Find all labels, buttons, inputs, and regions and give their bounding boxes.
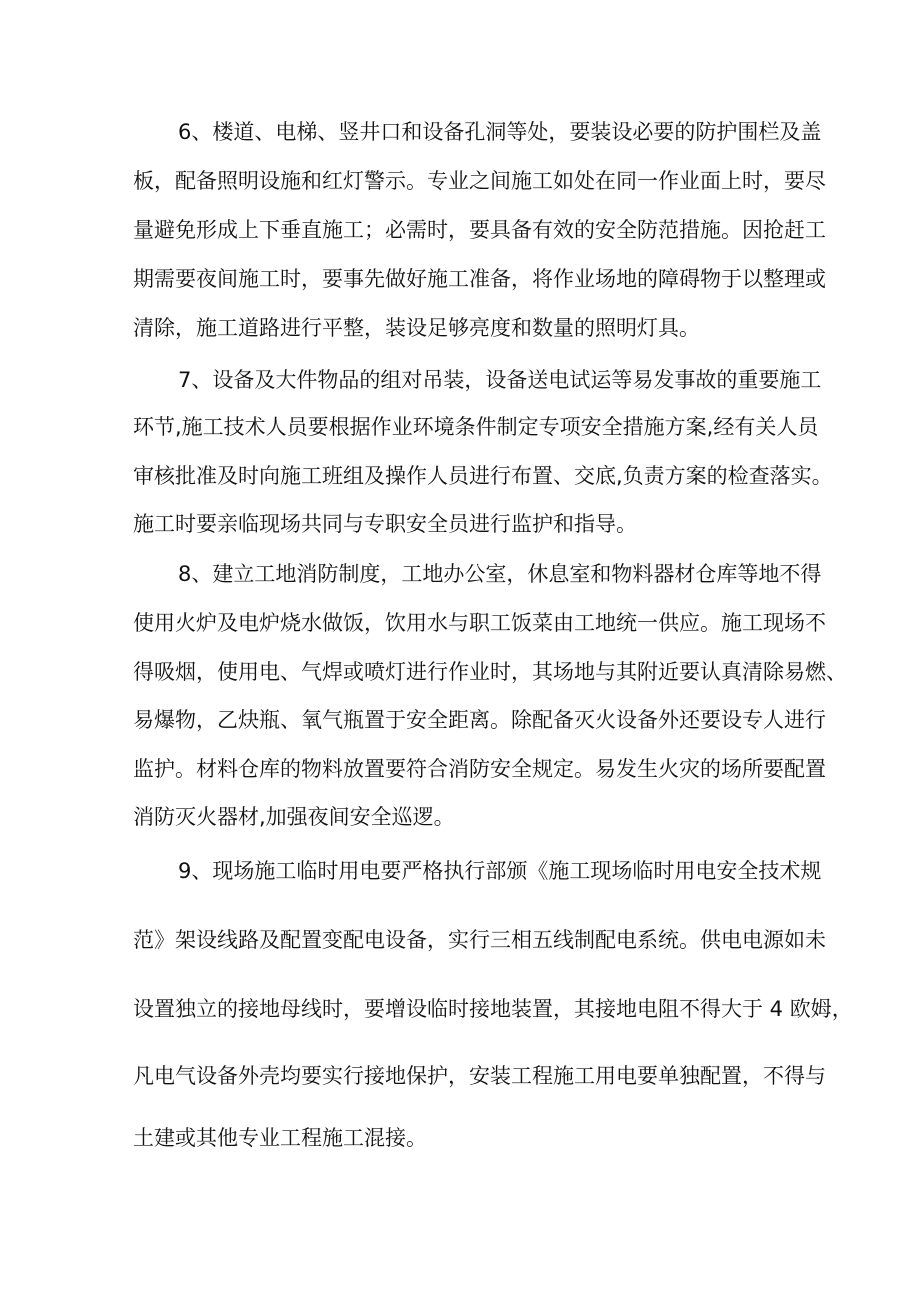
paragraph-line: 易爆物，乙炔瓶、氧气瓶置于安全距离。除配备灭火设备外还要设专人进行 <box>133 708 826 732</box>
paragraph-line: 使用火炉及电炉烧水做饭，饮用水与职工饭菜由工地统一供应。施工现场不 <box>133 611 826 635</box>
paragraph-line: 审核批准及时向施工班组及操作人员进行布置、交底,负责方案的检查落实。 <box>133 464 833 488</box>
paragraph-line: 凡电气设备外壳均要实行接地保护，安装工程施工用电要单独配置，不得与 <box>133 1064 826 1088</box>
paragraph-line: 设置独立的接地母线时，要增设临时接地装置，其接地电阻不得大于 4 欧姆， <box>133 997 853 1021</box>
paragraph-line: 板，配备照明设施和红灯警示。专业之间施工如处在同一作业面上时，要尽 <box>133 169 826 193</box>
paragraph-line: 得吸烟，使用电、气焊或喷灯进行作业时，其场地与其附近要认真清除易燃、 <box>133 660 847 684</box>
paragraph-line: 6、楼道、电梯、竖井口和设备孔洞等处，要装设必要的防护围栏及盖 <box>178 120 822 144</box>
paragraph-line: 清除，施工道路进行平整，装设足够亮度和数量的照明灯具。 <box>133 316 700 340</box>
paragraph-line: 消防灭火器材,加强夜间安全巡逻。 <box>133 805 455 829</box>
paragraph-line: 施工时要亲临现场共同与专职安全员进行监护和指导。 <box>133 512 637 536</box>
paragraph-line: 期需要夜间施工时，要事先做好施工准备，将作业场地的障碍物于以整理或 <box>133 267 826 291</box>
paragraph-line: 7、设备及大件物品的组对吊装，设备送电试运等易发事故的重要施工 <box>178 368 822 392</box>
paragraph-line: 8、建立工地消防制度，工地办公室，休息室和物料器材仓库等地不得 <box>178 562 822 586</box>
paragraph-line: 土建或其他专业工程施工混接。 <box>133 1126 427 1150</box>
paragraph-line: 范》架设线路及配置变配电设备，实行三相五线制配电系统。供电电源如未 <box>133 928 826 952</box>
paragraph-line: 量避免形成上下垂直施工；必需时，要具备有效的安全防范措施。因抢赶工 <box>133 218 826 242</box>
paragraph-line: 9、现场施工临时用电要严格执行部颁《施工现场临时用电安全技术规 <box>178 859 822 883</box>
paragraph-line: 环节,施工技术人员要根据作业环境条件制定专项安全措施方案,经有关人员 <box>133 415 819 439</box>
paragraph-line: 监护。材料仓库的物料放置要符合消防安全规定。易发生火灾的场所要配置 <box>133 757 826 781</box>
